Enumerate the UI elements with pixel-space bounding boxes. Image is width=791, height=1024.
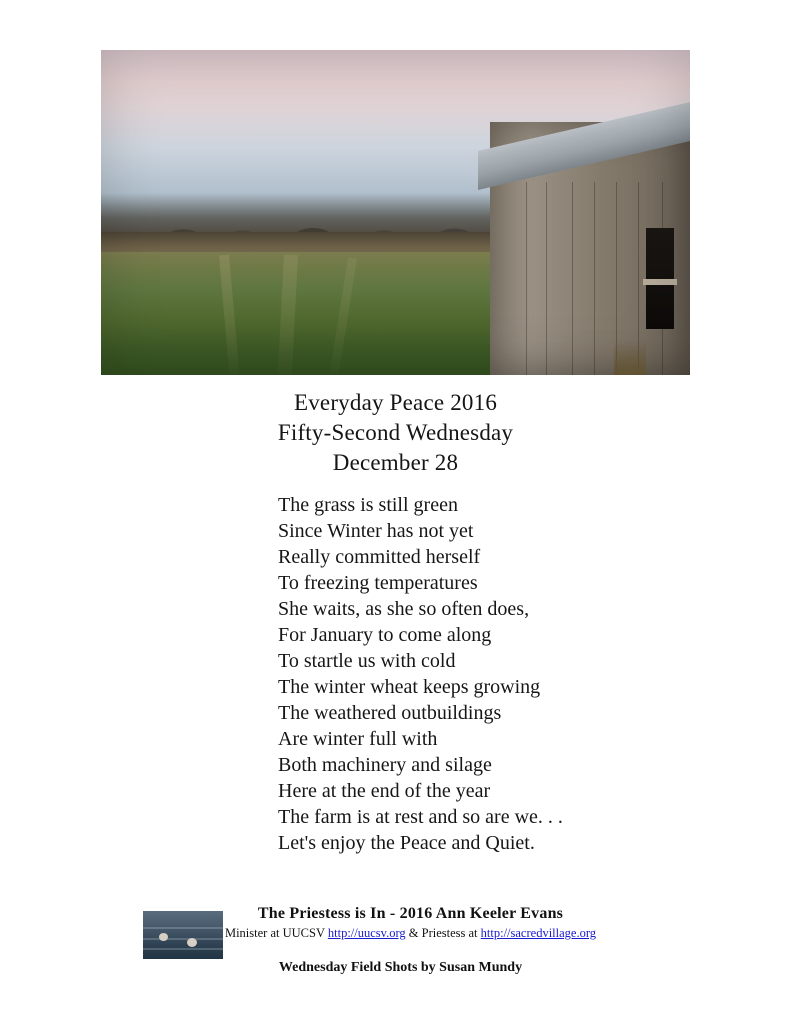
page-title-line-1: Everyday Peace 2016 [293,390,498,415]
poem-line: Since Winter has not yet [278,520,474,542]
poem-line: She waits, as she so often does, [278,598,530,620]
poem-line: The grass is still green [278,494,458,516]
minister-prefix-label: Minister at UUCSV [224,926,328,940]
poem-line: Are winter full with [278,728,438,750]
poem-body [278,492,708,856]
footer-photo-credit: Wednesday Field Shots by Susan Mundy [278,960,523,975]
uucsv-link[interactable]: http://uucsv.org [327,926,406,940]
photo-sky [101,50,690,375]
footer-credit-title: The Priestess is In - 2016 Ann Keeler Evans [257,905,564,922]
poem-line: Both machinery and silage [278,754,492,776]
poem-line: The farm is at rest and so are we. . . [278,806,563,828]
poem-line: To startle us with cold [278,650,456,672]
poem-line: Let's enjoy the Peace and Quiet. [278,832,535,854]
poem-line: Here at the end of the year [278,780,491,802]
header-photo [101,50,690,375]
poem-line: To freezing temperatures [278,572,478,594]
poem-line: The winter wheat keeps growing [278,676,541,698]
footer-contact-line [0,926,791,941]
photo-vignette [101,50,690,375]
poem-line: For January to come along [278,624,492,646]
priestess-prefix-label: & Priestess at [405,926,481,940]
page-title-line-3: December 28 [332,450,459,475]
poem-line: Really committed herself [278,546,481,568]
sacredvillage-link[interactable]: http://sacredvillage.org [480,926,597,940]
poem-line: The weathered outbuildings [278,702,502,724]
page-title-line-2: Fifty-Second Wednesday [277,420,514,445]
title-block [0,388,791,478]
footer-text-block [0,905,791,976]
